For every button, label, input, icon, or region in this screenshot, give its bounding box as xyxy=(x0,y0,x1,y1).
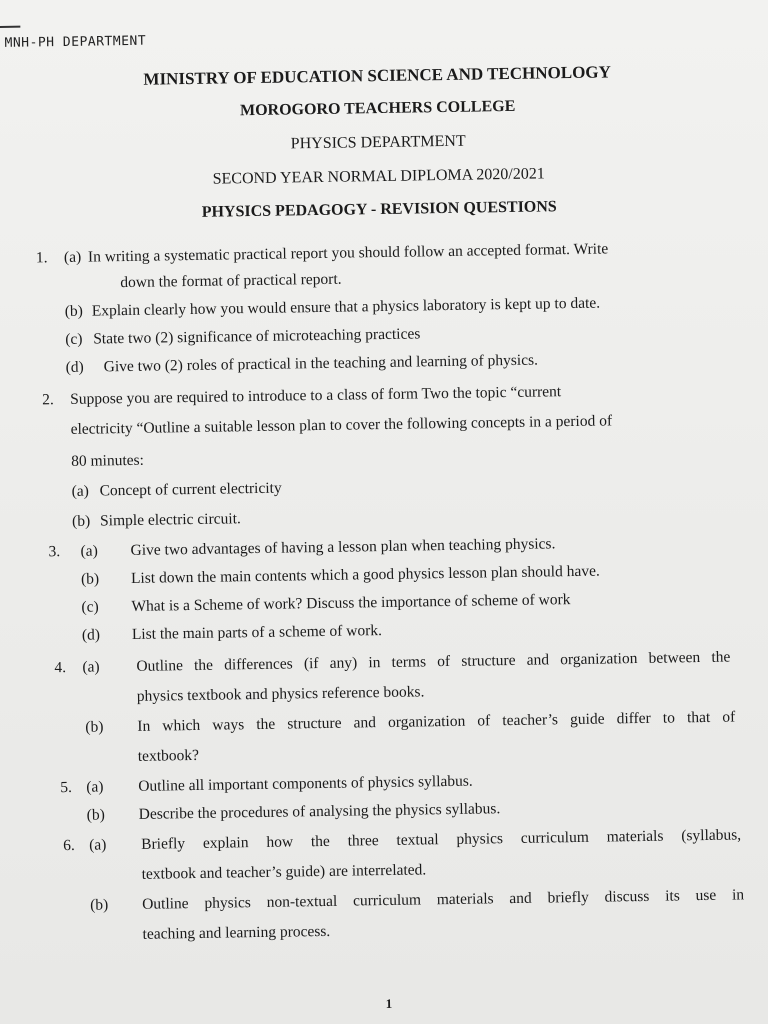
question-text: Suppose you are required to introduce to a class of form Two the topic “current xyxy=(70,383,562,408)
part-label: (a) xyxy=(80,542,98,560)
page-number: 1 xyxy=(385,995,393,1012)
question-text: Outline physics non-textual curriculum materials and briefly discuss its use in xyxy=(141,886,745,913)
part-label: (a) xyxy=(86,778,104,796)
question-text: Briefly explain how the three textual physics curriculum materials (syllabus, xyxy=(141,826,742,853)
question-text: List down the main contents which a good physics lesson plan should have. xyxy=(130,562,600,587)
part-label: (b) xyxy=(80,570,100,588)
part-label: (d) xyxy=(65,358,84,376)
college-heading: MOROGORO TEACHERS COLLEGE xyxy=(239,97,516,120)
part-label: (d) xyxy=(81,626,101,644)
question-text: physics textbook and physics reference books. xyxy=(136,683,425,705)
question-number: 6. xyxy=(63,836,75,855)
question-text: In writing a systematic practical report you should follow an accepted format. Write xyxy=(87,240,609,266)
department-heading: PHYSICS DEPARTMENT xyxy=(290,132,466,153)
question-text: What is a Scheme of work? Discuss the importance of scheme of work xyxy=(131,591,571,615)
part-label: (b) xyxy=(86,806,105,824)
question-text: List the main parts of a scheme of work. xyxy=(131,622,383,643)
question-number: 1. xyxy=(35,249,48,267)
question-text: Explain clearly how you would ensure that a physics laboratory is kept up to date. xyxy=(91,294,601,320)
department-stamp: MNH-PH DEPARTMENT xyxy=(4,33,147,51)
question-number: 3. xyxy=(48,543,61,561)
question-number: 4. xyxy=(54,659,67,677)
part-label: (b) xyxy=(85,718,104,736)
part-label: (b) xyxy=(71,512,91,530)
question-text: Give two advantages of having a lesson plan when teaching physics. xyxy=(130,535,556,559)
question-text: teaching and learning process. xyxy=(142,922,331,943)
question-text: textbook? xyxy=(137,746,200,765)
question-text: down the format of practical report. xyxy=(120,270,342,292)
question-number: 2. xyxy=(42,391,54,409)
question-number: 5. xyxy=(60,778,73,797)
question-text: 80 minutes: xyxy=(71,451,145,470)
part-label: (a) xyxy=(89,836,107,854)
question-text: Outline the differences (if any) in terms of structure and organization between the xyxy=(136,648,731,675)
question-text: Simple electric circuit. xyxy=(99,510,241,530)
part-label: (c) xyxy=(81,598,99,616)
question-text: electricity “Outline a suitable lesson plan to cover the following concepts in a period of xyxy=(70,412,613,438)
question-text: textbook and teacher’s guide) are interrelated. xyxy=(141,861,427,883)
question-text: Concept of current electricity xyxy=(99,479,282,500)
question-text: State two (2) significance of microteaching practices xyxy=(93,325,421,348)
pen-mark xyxy=(0,26,20,28)
document-title: PHYSICS PEDAGOGY - REVISION QUESTIONS xyxy=(201,198,557,221)
question-text: Outline all important components of physics syllabus. xyxy=(138,772,473,795)
part-label: (c) xyxy=(65,330,83,348)
part-label: (a) xyxy=(71,482,89,500)
part-label: (a) xyxy=(63,248,82,266)
ministry-heading: MINISTRY OF EDUCATION SCIENCE AND TECHNOLOGY xyxy=(143,62,611,89)
programme-heading: SECOND YEAR NORMAL DIPLOMA 2020/2021 xyxy=(212,165,545,188)
question-text: Give two (2) roles of practical in the teaching and learning of physics. xyxy=(103,351,539,376)
part-label: (b) xyxy=(90,896,109,914)
question-text: Describe the procedures of analysing the physics syllabus. xyxy=(138,800,501,823)
part-label: (b) xyxy=(64,302,84,320)
part-label: (a) xyxy=(82,658,100,676)
question-text: In which ways the structure and organization of teacher’s guide differ to that of xyxy=(137,708,736,735)
